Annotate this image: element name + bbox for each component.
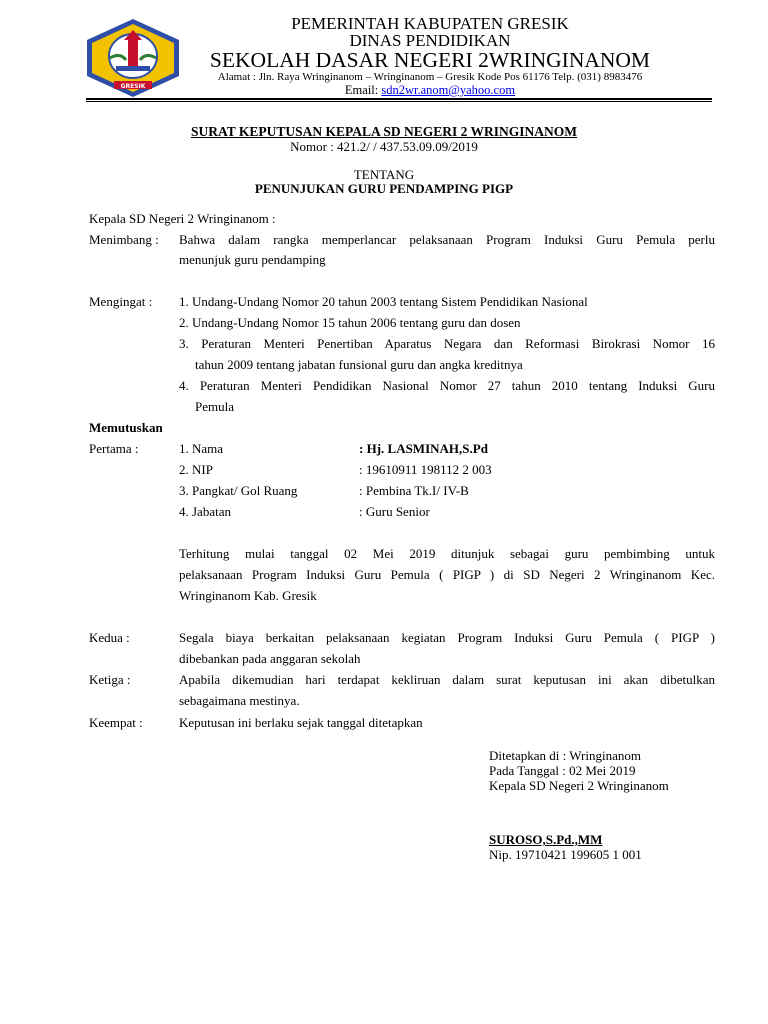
field-value-position: : Guru Senior	[359, 504, 430, 519]
letterhead-email-line	[170, 83, 690, 98]
field-value-name: : Hj. LASMINAH,S.Pd	[359, 441, 488, 456]
mengingat-item: 1. Undang-Undang Nomor 20 tahun 2003 tentang Sistem Pendidikan Nasional	[179, 294, 588, 309]
email-label: Email:	[344, 83, 379, 97]
keempat-label: Keempat :	[89, 715, 143, 730]
gresik-emblem-logo	[86, 18, 180, 98]
letterhead-department: DINAS PENDIDIKAN	[349, 31, 511, 50]
ketiga-label: Ketiga :	[89, 672, 131, 687]
menimbang-text-line: Bahwa dalam rangka memperlancar pelaksanaan Program Induksi Guru Pemula perlu	[179, 232, 715, 247]
decree-number: Nomor : 421.2/ / 437.53.09.09/2019	[290, 139, 478, 154]
field-key: 1. Nama	[179, 441, 224, 456]
field-key: 4. Jabatan	[179, 504, 231, 519]
menimbang-text-line: menunjuk guru pendamping	[179, 252, 326, 267]
keempat-text-line: Keputusan ini berlaku sejak tanggal ditetapkan	[179, 715, 423, 730]
mengingat-item: 4. Peraturan Menteri Pendidikan Nasional Nomor 27 tahun 2010 tentang Induksi Guru	[179, 378, 715, 393]
signature-role: Kepala SD Negeri 2 Wringinanom	[489, 778, 669, 793]
mengingat-item: 3. Peraturan Menteri Penertiban Aparatus Negara dan Reformasi Birokrasi Nomor 16	[179, 336, 715, 351]
menimbang-label: Menimbang :	[89, 232, 159, 247]
field-value-nip: : 19610911 198112 2 003	[359, 462, 492, 477]
decree-about-label: TENTANG	[353, 167, 415, 182]
signature-date: Pada Tanggal : 02 Mei 2019	[489, 763, 636, 778]
field-value-rank: : Pembina Tk.I/ IV-B	[359, 483, 469, 498]
pertama-paragraph-line: Terhitung mulai tanggal 02 Mei 2019 ditunjuk sebagai guru pembimbing untuk	[179, 546, 715, 561]
decree-heading: SURAT KEPUTUSAN KEPALA SD NEGERI 2 WRINGINANOM	[190, 124, 578, 139]
signatory-name: SUROSO,S.Pd.,MM	[489, 832, 603, 847]
mengingat-item: 2. Undang-Undang Nomor 15 tahun 2006 tentang guru dan dosen	[179, 315, 521, 330]
signatory-nip: Nip. 19710421 199605 1 001	[489, 847, 642, 862]
pertama-label: Pertama :	[89, 441, 139, 456]
letterhead-government: PEMERINTAH KABUPATEN GRESIK	[291, 14, 569, 33]
pertama-paragraph-line: pelaksanaan Program Induksi Guru Pemula ( PIGP ) di SD Negeri 2 Wringinanom Kec.	[179, 567, 715, 582]
mengingat-label: Mengingat :	[89, 294, 153, 309]
letterhead-school-name: SEKOLAH DASAR NEGERI 2WRINGINANOM	[209, 48, 651, 72]
letterhead-rule-thick	[86, 98, 712, 100]
ketiga-text-line: sebagaimana mestinya.	[179, 693, 300, 708]
letterhead-address: Alamat : Jln. Raya Wringinanom – Wringinanom – Gresik Kode Pos 61176 Telp. (031) 8983476	[217, 71, 643, 83]
letterhead-rule-thin	[86, 101, 712, 102]
ketiga-text-line: Apabila dikemudian hari terdapat kekliruan dalam surat keputusan ini akan dibetulkan	[179, 672, 715, 687]
mengingat-item-continued: tahun 2009 tentang jabatan funsional guru dan angka kreditnya	[195, 357, 523, 372]
kedua-text-line: dibebankan pada anggaran sekolah	[179, 651, 361, 666]
kedua-text-line: Segala biaya berkaitan pelaksanaan kegiatan Program Induksi Guru Pemula ( PIGP )	[179, 630, 715, 645]
pertama-paragraph-line: Wringinanom Kab. Gresik	[179, 588, 317, 603]
kedua-label: Kedua :	[89, 630, 130, 645]
memutuskan-heading: Memutuskan	[89, 420, 163, 435]
email-link[interactable]: sdn2wr.anom@yahoo.com	[381, 83, 516, 97]
field-key: 3. Pangkat/ Gol Ruang	[179, 483, 298, 498]
svg-text:GRESIK: GRESIK	[120, 83, 146, 90]
signature-place: Ditetapkan di : Wringinanom	[489, 748, 641, 763]
opening-line: Kepala SD Negeri 2 Wringinanom :	[89, 211, 276, 226]
decree-subject: PENUNJUKAN GURU PENDAMPING PIGP	[254, 181, 514, 196]
mengingat-item-continued: Pemula	[195, 399, 234, 414]
field-key: 2. NIP	[179, 462, 213, 477]
